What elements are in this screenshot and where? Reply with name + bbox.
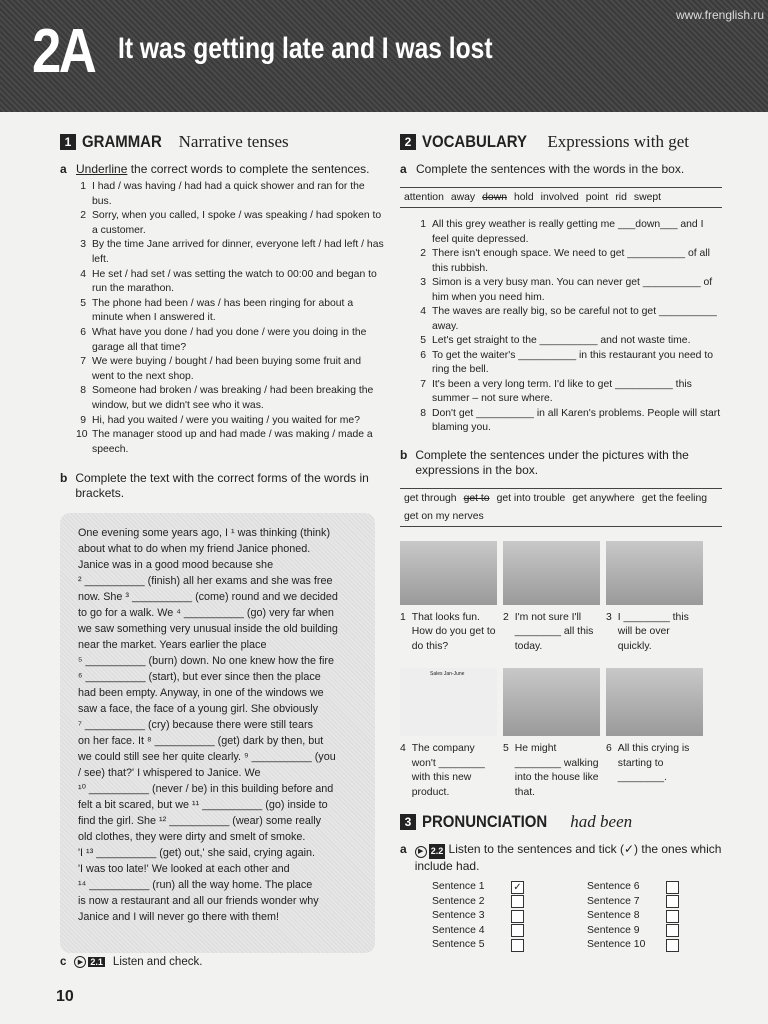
sentence-label: Sentence 6 — [587, 881, 640, 892]
tick-box[interactable] — [511, 924, 524, 937]
grammar-item — [76, 384, 385, 413]
item-text: Hi, had you waited / were you waiting / you waited for me? — [92, 414, 360, 426]
play-icon: ▶ — [415, 846, 427, 858]
picture-row-2 — [400, 668, 722, 736]
tick-box[interactable] — [666, 910, 679, 923]
expression-option: get anywhere — [572, 492, 635, 504]
story-line: ⁵ __________ (burn) down. No one knew how the fire — [78, 655, 334, 668]
instruction-text: Listen and check. — [112, 956, 203, 968]
caption-text: The company won't ________ with this new product. — [411, 743, 485, 798]
grammar-item — [76, 355, 385, 384]
item-text: Someone had broken / was breaking / had been breaking the window, but we didn't see who it was. — [92, 385, 374, 411]
caption-number: 3 — [606, 611, 612, 623]
picture-office-papers — [503, 541, 600, 605]
grammar-b-instruction — [60, 471, 385, 501]
vocab-b-instruction — [400, 448, 722, 478]
audio-track — [415, 844, 446, 859]
item-text: There isn't enough space. We need to get __________ of all this rubbish. — [432, 248, 710, 274]
story-line: to go for a walk. We ⁴ __________ (go) very far when — [78, 607, 334, 620]
word-option: away — [450, 192, 476, 203]
picture-sales-chart — [400, 668, 497, 736]
story-line: Janice was in a good mood because she — [78, 559, 274, 572]
picture-crying-child — [606, 668, 703, 736]
word-option: swept — [633, 192, 662, 203]
story-line: old clothes, they were dirty and smelt of smoke. — [78, 831, 306, 844]
caption-text: That looks fun. How do you get to do this? — [411, 611, 496, 652]
item-number: 1 — [80, 181, 86, 192]
sentence-check-row — [587, 880, 679, 895]
picture-boy-walking — [503, 668, 600, 736]
sentence-check-row — [432, 880, 524, 895]
tick-box[interactable] — [511, 910, 524, 923]
expression-option: get to — [463, 492, 490, 504]
item-text: The manager stood up and had made / was making / made a speech. — [92, 429, 373, 455]
sentence-label: Sentence 8 — [587, 910, 640, 921]
item-text: It's been a very long term. I'd like to get __________ this summer – not sure where. — [432, 378, 692, 404]
section-subtitle: Narrative tenses — [178, 132, 289, 151]
audio-track — [74, 956, 105, 968]
grammar-a-instruction — [60, 162, 385, 177]
item-number: 10 — [76, 429, 88, 441]
item-number: 6 — [80, 326, 86, 338]
story-line: had been empty. Anyway, in one of the windows we — [78, 687, 324, 700]
section-subtitle: had been — [570, 812, 633, 831]
picture-climber — [400, 541, 497, 605]
story-line: ⁶ __________ (start), but ever since then the place — [78, 671, 321, 684]
picture-row-1 — [400, 541, 722, 605]
story-line: now. She ³ __________ (come) round and we decided — [78, 591, 338, 604]
vocab-item — [416, 349, 722, 378]
vocab-item — [416, 378, 722, 407]
caption-number: 6 — [606, 743, 612, 754]
word-option: point — [585, 192, 609, 203]
grammar-item — [76, 209, 385, 238]
exercise-letter: a — [400, 842, 407, 856]
sentence-label: Sentence 4 — [432, 924, 485, 936]
grammar-item — [76, 414, 385, 429]
page-number: 10 — [56, 988, 74, 1005]
grammar-item — [76, 180, 385, 209]
picture-caption — [400, 742, 497, 800]
pron-a-instruction — [400, 842, 722, 874]
sentence-check-row — [432, 938, 524, 953]
story-line: we could still see her quite clearly. ⁹ __________ (you — [78, 751, 336, 764]
item-text: Simon is a very busy man. You can never get __________ of him when you need him. — [432, 277, 713, 303]
item-number: 2 — [80, 210, 86, 222]
expression-option: get on my nerves — [404, 510, 484, 522]
vocab-item — [416, 218, 722, 247]
story-line: felt a bit scared, but we ¹¹ __________ (go) inside to — [78, 799, 328, 812]
sentence-label: Sentence 10 — [587, 939, 646, 950]
picture-caption — [606, 742, 703, 800]
caption-number: 1 — [400, 611, 406, 623]
caption-number: 2 — [503, 611, 509, 623]
track-number: 2.2 — [429, 844, 446, 859]
tick-box[interactable] — [511, 939, 524, 952]
item-number: 8 — [420, 407, 426, 419]
sentence-check-row — [587, 938, 679, 953]
caption-text: I ________ this will be over quickly. — [617, 611, 689, 652]
chart-label: Sales Jan-June — [430, 671, 465, 677]
story-line: about what to do when my friend Janice phoned. — [78, 543, 311, 556]
picture-caption — [400, 611, 497, 655]
story-line: is now a restaurant and all our friends wonder why — [78, 895, 319, 908]
item-number: 2 — [420, 248, 426, 259]
section-subtitle: Expressions with get — [547, 132, 689, 151]
instruction-text: Complete the sentences with the words in the box. — [416, 162, 685, 176]
sentence-check-row — [432, 895, 524, 910]
instruction-underline: Underline — [76, 162, 128, 176]
tick-box[interactable]: ✓ — [511, 881, 524, 894]
picture-caption — [503, 742, 600, 800]
tick-box[interactable] — [666, 895, 679, 908]
caption-text: All this crying is starting to ________. — [617, 743, 690, 783]
item-number: 8 — [80, 385, 86, 397]
word-box — [400, 187, 722, 208]
story-line: on her face. It ⁸ __________ (get) dark by then, but — [78, 735, 324, 748]
item-text: The waves are really big, so be careful not to get __________ away. — [432, 306, 717, 332]
word-option: attention — [404, 192, 444, 203]
unit-header — [0, 0, 768, 112]
unit-number: 2A — [32, 17, 95, 86]
item-text: He set / had set / was setting the watch to 00:00 and began to run the marathon. — [92, 268, 377, 295]
item-number: 5 — [420, 335, 426, 346]
section-title: VOCABULARY — [422, 132, 528, 151]
sentence-label: Sentence 5 — [432, 939, 485, 950]
sentence-label: Sentence 2 — [432, 895, 485, 907]
item-text: Let's get straight to the __________ and not waste time. — [432, 335, 691, 346]
item-number: 3 — [80, 239, 86, 251]
vocabulary-section — [400, 130, 722, 953]
story-line: ¹⁰ __________ (never / be) in this building before and — [78, 783, 334, 796]
item-number: 5 — [80, 297, 86, 309]
item-text: We were buying / bought / had been buying some fruit and went to the next shop. — [92, 356, 361, 382]
tick-box[interactable] — [666, 924, 679, 937]
story-line: we saw something very unusual inside the old building — [78, 623, 338, 636]
picture-caption — [503, 611, 600, 655]
instruction-text: Listen to the sentences and tick (✓) the ones which include had. — [414, 842, 722, 873]
captions-row-1 — [400, 611, 722, 655]
expression-option: get the feeling — [641, 492, 708, 504]
tick-box[interactable] — [666, 939, 679, 952]
item-number: 7 — [80, 356, 86, 368]
grammar-heading — [60, 130, 385, 154]
sentence-label: Sentence 9 — [587, 924, 640, 936]
item-text: Sorry, when you called, I spoke / was speaking / had spoken to a customer. — [92, 210, 382, 236]
picture-caption — [606, 611, 703, 655]
item-text: All this grey weather is really getting me ___down___ and I feel quite depressed. — [432, 219, 704, 245]
sentence-check-row — [587, 924, 679, 939]
word-option: down — [482, 192, 507, 203]
grammar-item — [76, 238, 385, 267]
story-textbox — [60, 513, 375, 953]
site-watermark: www.frenglish.ru — [675, 8, 764, 22]
grammar-section — [60, 130, 385, 953]
story-line: near the market. Years earlier the place — [78, 639, 267, 652]
story-line: saw a face, the face of a young girl. She obviously — [78, 703, 319, 716]
grammar-item — [76, 326, 385, 355]
item-number: 3 — [420, 277, 426, 288]
section-title: GRAMMAR — [82, 132, 162, 151]
expression-option: get through — [404, 492, 457, 504]
sentence-checklist — [432, 880, 722, 953]
story-line: 'I was too late!' We looked at each other and — [78, 863, 290, 876]
item-text: What have you done / had you done / were you doing in the garage all that time? — [92, 326, 367, 353]
item-text: To get the waiter's __________ in this restaurant you need to ring the bell. — [432, 349, 713, 375]
vocab-a-instruction — [400, 162, 722, 177]
grammar-item — [76, 268, 385, 297]
word-option: involved — [540, 192, 579, 203]
story-line: One evening some years ago, I ¹ was thinking (think) — [78, 527, 331, 540]
item-text: I had / was having / had had a quick shower and ran for the bus. — [92, 181, 365, 207]
caption-number: 4 — [400, 743, 406, 754]
sentence-label: Sentence 7 — [587, 895, 640, 907]
story-line: ¹⁴ __________ (run) all the way home. The place — [78, 879, 313, 892]
pronunciation-heading — [400, 810, 722, 834]
instruction-text: Complete the sentences under the pictures with the expressions in the box. — [415, 447, 689, 477]
vocab-item — [416, 334, 722, 349]
word-option: hold — [513, 192, 534, 203]
item-text: Don't get __________ in all Karen's problems. People will start blaming you. — [432, 407, 721, 433]
vocab-item — [416, 305, 722, 334]
sentence-label: Sentence 3 — [432, 910, 485, 921]
sentence-label: Sentence 1 — [432, 881, 485, 892]
instruction-text: Complete the text with the correct forms of the words in brackets. — [75, 471, 369, 501]
exercise-letter: a — [400, 162, 407, 176]
tick-box[interactable] — [511, 895, 524, 908]
instruction-text: the correct words to complete the sentences. — [130, 162, 370, 176]
caption-text: He might ________ walking into the house like that. — [514, 743, 599, 798]
expression-box — [400, 488, 722, 527]
story-line: ² __________ (finish) all her exams and she was free — [78, 575, 333, 588]
caption-text: I'm not sure I'll ________ all this today. — [514, 611, 594, 652]
captions-row-2 — [400, 742, 722, 800]
item-number: 1 — [420, 219, 426, 230]
vocab-a-items — [416, 218, 722, 436]
story-line: Janice and I will never go there with them! — [78, 911, 280, 924]
section-number: 3 — [400, 814, 416, 830]
track-number: 2.1 — [90, 957, 103, 967]
caption-number: 5 — [503, 743, 509, 754]
item-number: 4 — [420, 306, 426, 317]
story-line: 'I ¹³ __________ (get) out,' she said, crying again. — [78, 847, 315, 860]
story-line: / see) that?' I whispered to Janice. We — [78, 767, 261, 780]
section-number: 2 — [400, 134, 416, 150]
sentence-check-row — [587, 909, 679, 924]
vocab-item — [416, 276, 722, 305]
vocab-item — [416, 407, 722, 436]
grammar-item — [76, 428, 385, 457]
exercise-letter: a — [60, 162, 67, 176]
sentence-check-row — [432, 909, 524, 924]
story-line: ⁷ __________ (cry) because there were still tears — [78, 719, 313, 732]
exercise-letter: c — [60, 956, 67, 968]
vocab-item — [416, 247, 722, 276]
grammar-c-instruction — [60, 956, 202, 968]
sentence-check-row — [432, 924, 524, 939]
word-option: rid — [615, 192, 627, 203]
sentence-check-row — [587, 895, 679, 910]
item-text: By the time Jane arrived for dinner, everyone left / had left / has left. — [92, 239, 384, 265]
play-icon: ▶ — [74, 956, 86, 968]
item-text: The phone had been / was / has been ringing for about a minute when I answered it. — [92, 297, 354, 324]
item-number: 7 — [420, 378, 426, 390]
section-title: PRONUNCIATION — [422, 812, 548, 831]
tick-box[interactable] — [666, 881, 679, 894]
item-number: 6 — [420, 349, 426, 361]
item-number: 9 — [80, 414, 86, 426]
item-number: 4 — [80, 268, 86, 280]
grammar-item — [76, 297, 385, 326]
vocabulary-heading — [400, 130, 722, 154]
grammar-a-items — [76, 180, 385, 457]
expression-option: get into trouble — [496, 492, 566, 504]
picture-boxing — [606, 541, 703, 605]
exercise-letter: b — [400, 447, 408, 462]
unit-title: It was getting late and I was lost — [118, 32, 493, 65]
section-number: 1 — [60, 134, 76, 150]
exercise-letter: b — [60, 471, 68, 486]
story-line: find the girl. She ¹² __________ (wear) some really — [78, 815, 322, 828]
